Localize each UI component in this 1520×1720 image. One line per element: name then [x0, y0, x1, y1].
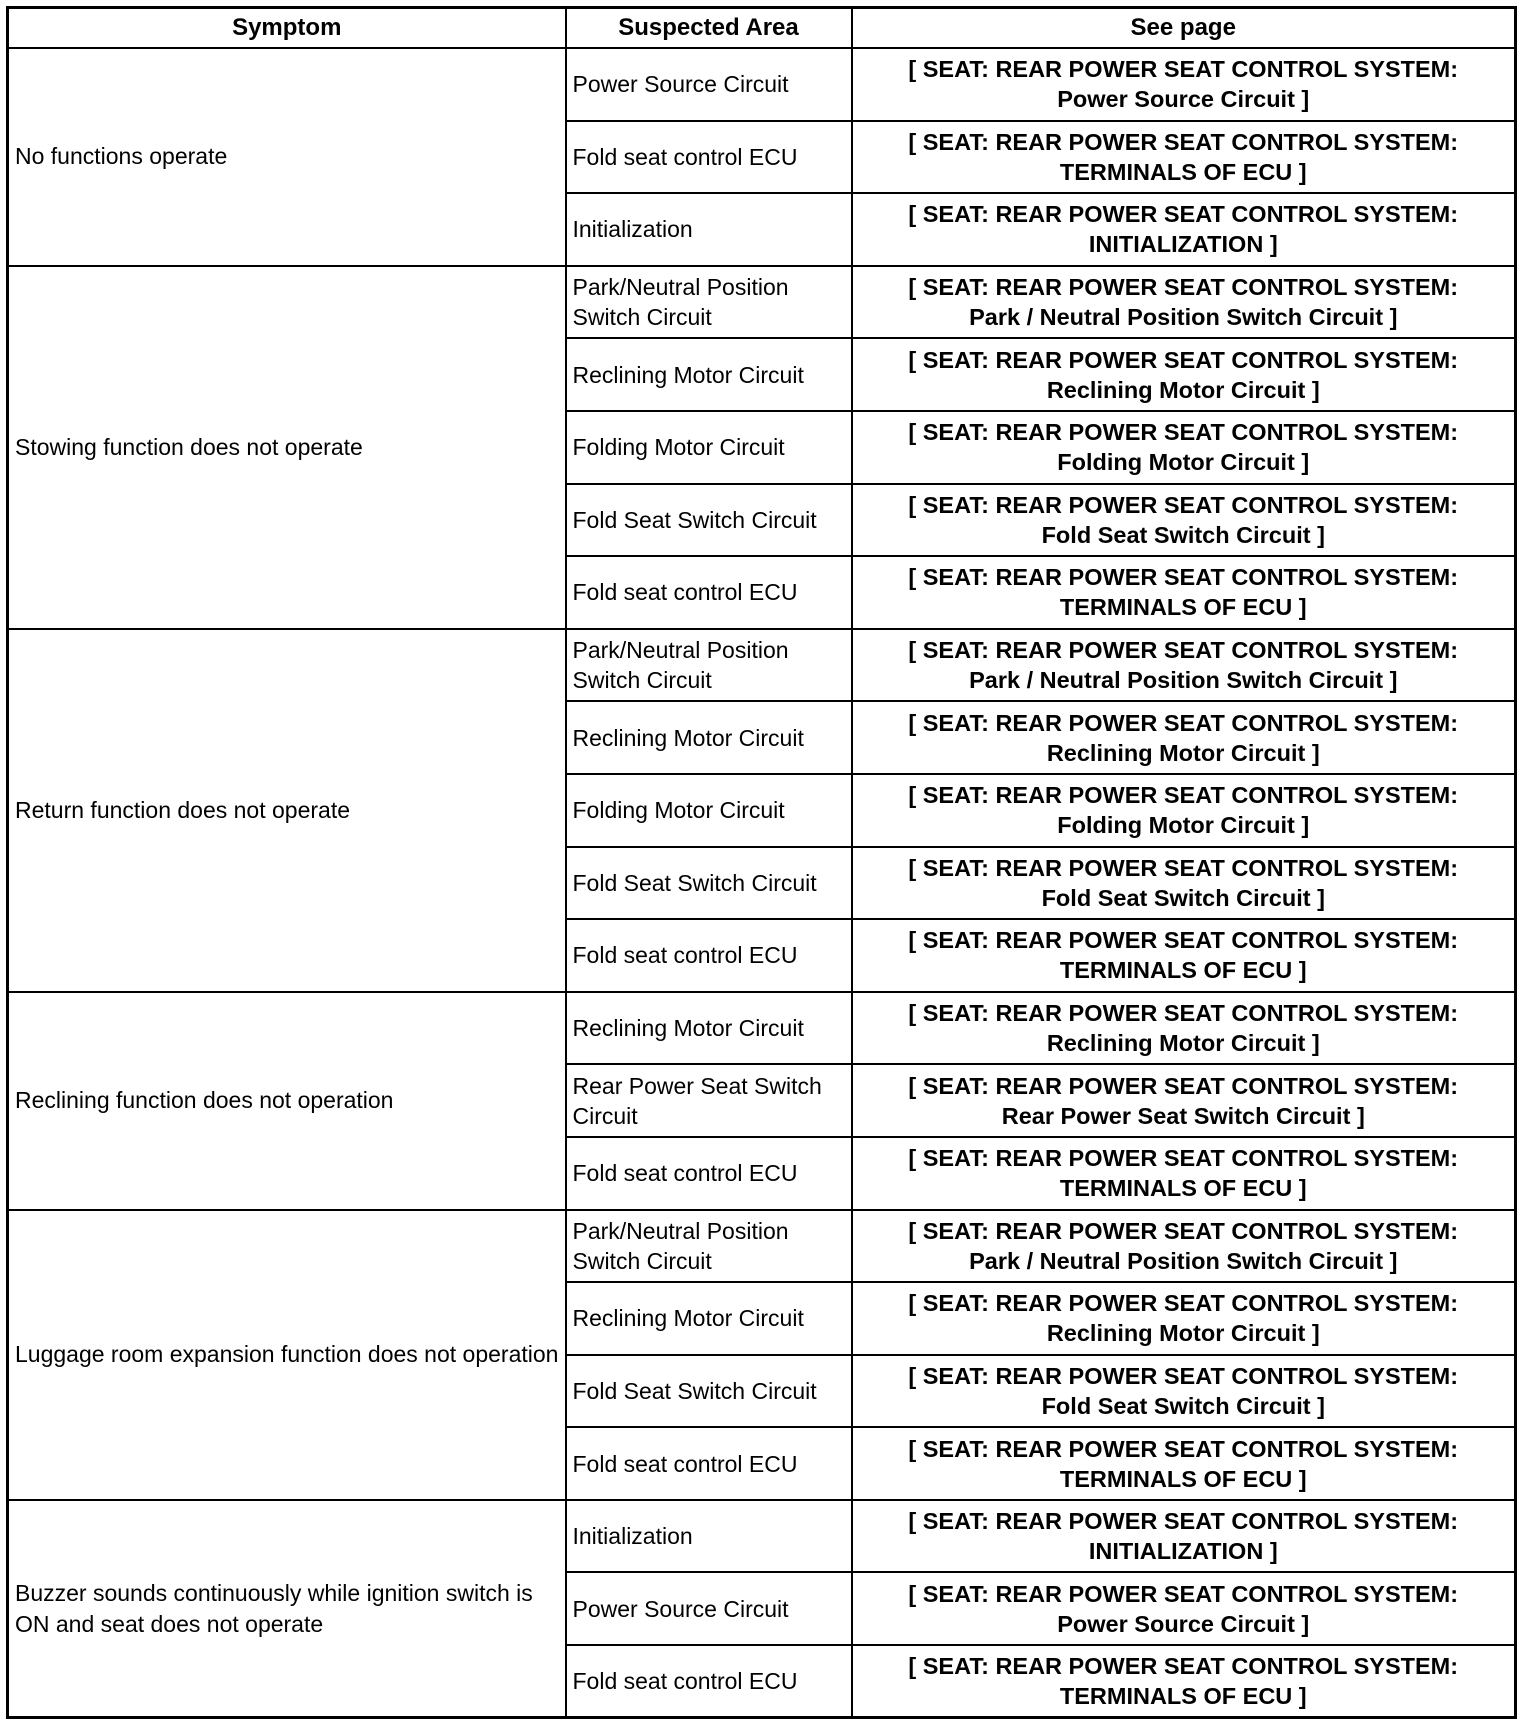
see-page-line: [ SEAT: REAR POWER SEAT CONTROL SYSTEM:	[908, 201, 1459, 228]
header-suspected-area: Suspected Area	[566, 8, 852, 49]
suspected-area-cell: Fold Seat Switch Circuit	[566, 484, 852, 557]
see-page-cell	[852, 1572, 1516, 1645]
suspected-area-cell: Park/Neutral Position Switch Circuit	[566, 266, 852, 339]
see-page-line: Power Source Circuit ]	[1057, 1610, 1310, 1637]
suspected-area-cell: Fold Seat Switch Circuit	[566, 1355, 852, 1428]
see-page-line: [ SEAT: REAR POWER SEAT CONTROL SYSTEM:	[908, 346, 1459, 373]
suspected-area-cell: Park/Neutral Position Switch Circuit	[566, 1210, 852, 1283]
see-page-line: Reclining Motor Circuit ]	[1046, 1320, 1320, 1347]
see-page-cell	[852, 193, 1516, 266]
header-symptom: Symptom	[8, 8, 566, 49]
see-page-line: Rear Power Seat Switch Circuit ]	[1001, 1102, 1365, 1129]
suspected-area-cell: Park/Neutral Position Switch Circuit	[566, 629, 852, 702]
suspected-area-cell: Fold Seat Switch Circuit	[566, 847, 852, 920]
see-page-line: [ SEAT: REAR POWER SEAT CONTROL SYSTEM:	[908, 854, 1459, 881]
suspected-area-cell: Power Source Circuit	[566, 1572, 852, 1645]
symptom-cell: Buzzer sounds continuously while ignition switch is ON and seat does not operate	[8, 1500, 566, 1718]
suspected-area-cell: Power Source Circuit	[566, 48, 852, 121]
see-page-line: [ SEAT: REAR POWER SEAT CONTROL SYSTEM:	[908, 419, 1459, 446]
see-page-line: Fold Seat Switch Circuit ]	[1041, 1392, 1325, 1419]
see-page-line: TERMINALS OF ECU ]	[1059, 594, 1307, 621]
suspected-area-cell: Initialization	[566, 193, 852, 266]
see-page-cell	[852, 1137, 1516, 1210]
see-page-cell	[852, 121, 1516, 194]
see-page-cell	[852, 919, 1516, 992]
see-page-cell	[852, 1355, 1516, 1428]
suspected-area-cell: Fold seat control ECU	[566, 556, 852, 629]
symptom-cell: Reclining function does not operation	[8, 992, 566, 1210]
see-page-line: Fold Seat Switch Circuit ]	[1041, 521, 1325, 548]
see-page-line: [ SEAT: REAR POWER SEAT CONTROL SYSTEM:	[908, 491, 1459, 518]
see-page-cell	[852, 411, 1516, 484]
see-page-line: Fold Seat Switch Circuit ]	[1041, 884, 1325, 911]
see-page-line: TERMINALS OF ECU ]	[1059, 1465, 1307, 1492]
see-page-line: [ SEAT: REAR POWER SEAT CONTROL SYSTEM:	[908, 1508, 1459, 1535]
see-page-line: [ SEAT: REAR POWER SEAT CONTROL SYSTEM:	[908, 56, 1459, 83]
see-page-cell	[852, 1500, 1516, 1573]
see-page-line: [ SEAT: REAR POWER SEAT CONTROL SYSTEM:	[908, 709, 1459, 736]
symptom-cell: No functions operate	[8, 48, 566, 266]
table-row	[8, 629, 1516, 702]
symptom-cell: Stowing function does not operate	[8, 266, 566, 629]
see-page-line: Power Source Circuit ]	[1057, 86, 1310, 113]
see-page-cell	[852, 992, 1516, 1065]
see-page-cell	[852, 1427, 1516, 1500]
see-page-line: [ SEAT: REAR POWER SEAT CONTROL SYSTEM:	[908, 1072, 1459, 1099]
see-page-cell	[852, 1210, 1516, 1283]
see-page-cell	[852, 774, 1516, 847]
table-row	[8, 48, 1516, 121]
header-row	[8, 8, 1516, 49]
see-page-cell	[852, 701, 1516, 774]
see-page-line: TERMINALS OF ECU ]	[1059, 158, 1307, 185]
table-row	[8, 992, 1516, 1065]
see-page-line: [ SEAT: REAR POWER SEAT CONTROL SYSTEM:	[908, 128, 1459, 155]
see-page-line: Park / Neutral Position Switch Circuit ]	[969, 304, 1398, 331]
see-page-line: Park / Neutral Position Switch Circuit ]	[969, 1247, 1398, 1274]
see-page-line: INITIALIZATION ]	[1088, 1538, 1278, 1565]
suspected-area-cell: Folding Motor Circuit	[566, 774, 852, 847]
suspected-area-cell: Rear Power Seat Switch Circuit	[566, 1064, 852, 1137]
see-page-cell	[852, 1282, 1516, 1355]
see-page-line: [ SEAT: REAR POWER SEAT CONTROL SYSTEM:	[908, 274, 1459, 301]
header-see-page: See page	[852, 8, 1516, 49]
see-page-cell	[852, 1645, 1516, 1718]
see-page-line: Park / Neutral Position Switch Circuit ]	[969, 667, 1398, 694]
suspected-area-cell: Fold seat control ECU	[566, 1427, 852, 1500]
see-page-line: [ SEAT: REAR POWER SEAT CONTROL SYSTEM:	[908, 1362, 1459, 1389]
see-page-line: [ SEAT: REAR POWER SEAT CONTROL SYSTEM:	[908, 564, 1459, 591]
see-page-line: [ SEAT: REAR POWER SEAT CONTROL SYSTEM:	[908, 782, 1459, 809]
suspected-area-cell: Reclining Motor Circuit	[566, 1282, 852, 1355]
problem-symptoms-table	[6, 6, 1517, 1719]
see-page-line: [ SEAT: REAR POWER SEAT CONTROL SYSTEM:	[908, 1580, 1459, 1607]
problem-symptoms-table-wrapper	[6, 6, 1514, 1715]
see-page-line: TERMINALS OF ECU ]	[1059, 1175, 1307, 1202]
suspected-area-cell: Reclining Motor Circuit	[566, 992, 852, 1065]
see-page-line: [ SEAT: REAR POWER SEAT CONTROL SYSTEM:	[908, 1217, 1459, 1244]
see-page-cell	[852, 48, 1516, 121]
suspected-area-cell: Folding Motor Circuit	[566, 411, 852, 484]
suspected-area-cell: Fold seat control ECU	[566, 919, 852, 992]
table-row	[8, 1210, 1516, 1283]
see-page-line: INITIALIZATION ]	[1088, 231, 1278, 258]
see-page-line: [ SEAT: REAR POWER SEAT CONTROL SYSTEM:	[908, 1290, 1459, 1317]
see-page-line: Reclining Motor Circuit ]	[1046, 1030, 1320, 1057]
table-row	[8, 266, 1516, 339]
table-row	[8, 1500, 1516, 1573]
see-page-line: [ SEAT: REAR POWER SEAT CONTROL SYSTEM:	[908, 1145, 1459, 1172]
see-page-line: Reclining Motor Circuit ]	[1046, 739, 1320, 766]
suspected-area-cell: Reclining Motor Circuit	[566, 701, 852, 774]
see-page-line: [ SEAT: REAR POWER SEAT CONTROL SYSTEM:	[908, 1653, 1459, 1680]
see-page-line: Folding Motor Circuit ]	[1057, 812, 1310, 839]
see-page-cell	[852, 1064, 1516, 1137]
see-page-cell	[852, 484, 1516, 557]
suspected-area-cell: Fold seat control ECU	[566, 121, 852, 194]
symptom-cell: Luggage room expansion function does not operation	[8, 1210, 566, 1500]
see-page-line: TERMINALS OF ECU ]	[1059, 957, 1307, 984]
see-page-line: [ SEAT: REAR POWER SEAT CONTROL SYSTEM:	[908, 1435, 1459, 1462]
see-page-line: [ SEAT: REAR POWER SEAT CONTROL SYSTEM:	[908, 927, 1459, 954]
suspected-area-cell: Reclining Motor Circuit	[566, 338, 852, 411]
suspected-area-cell: Fold seat control ECU	[566, 1645, 852, 1718]
see-page-cell	[852, 629, 1516, 702]
see-page-line: [ SEAT: REAR POWER SEAT CONTROL SYSTEM:	[908, 637, 1459, 664]
symptom-cell: Return function does not operate	[8, 629, 566, 992]
see-page-line: TERMINALS OF ECU ]	[1059, 1683, 1307, 1710]
see-page-line: Reclining Motor Circuit ]	[1046, 376, 1320, 403]
see-page-cell	[852, 338, 1516, 411]
see-page-cell	[852, 266, 1516, 339]
suspected-area-cell: Fold seat control ECU	[566, 1137, 852, 1210]
see-page-line: [ SEAT: REAR POWER SEAT CONTROL SYSTEM:	[908, 1000, 1459, 1027]
suspected-area-cell: Initialization	[566, 1500, 852, 1573]
see-page-cell	[852, 556, 1516, 629]
see-page-line: Folding Motor Circuit ]	[1057, 449, 1310, 476]
see-page-cell	[852, 847, 1516, 920]
